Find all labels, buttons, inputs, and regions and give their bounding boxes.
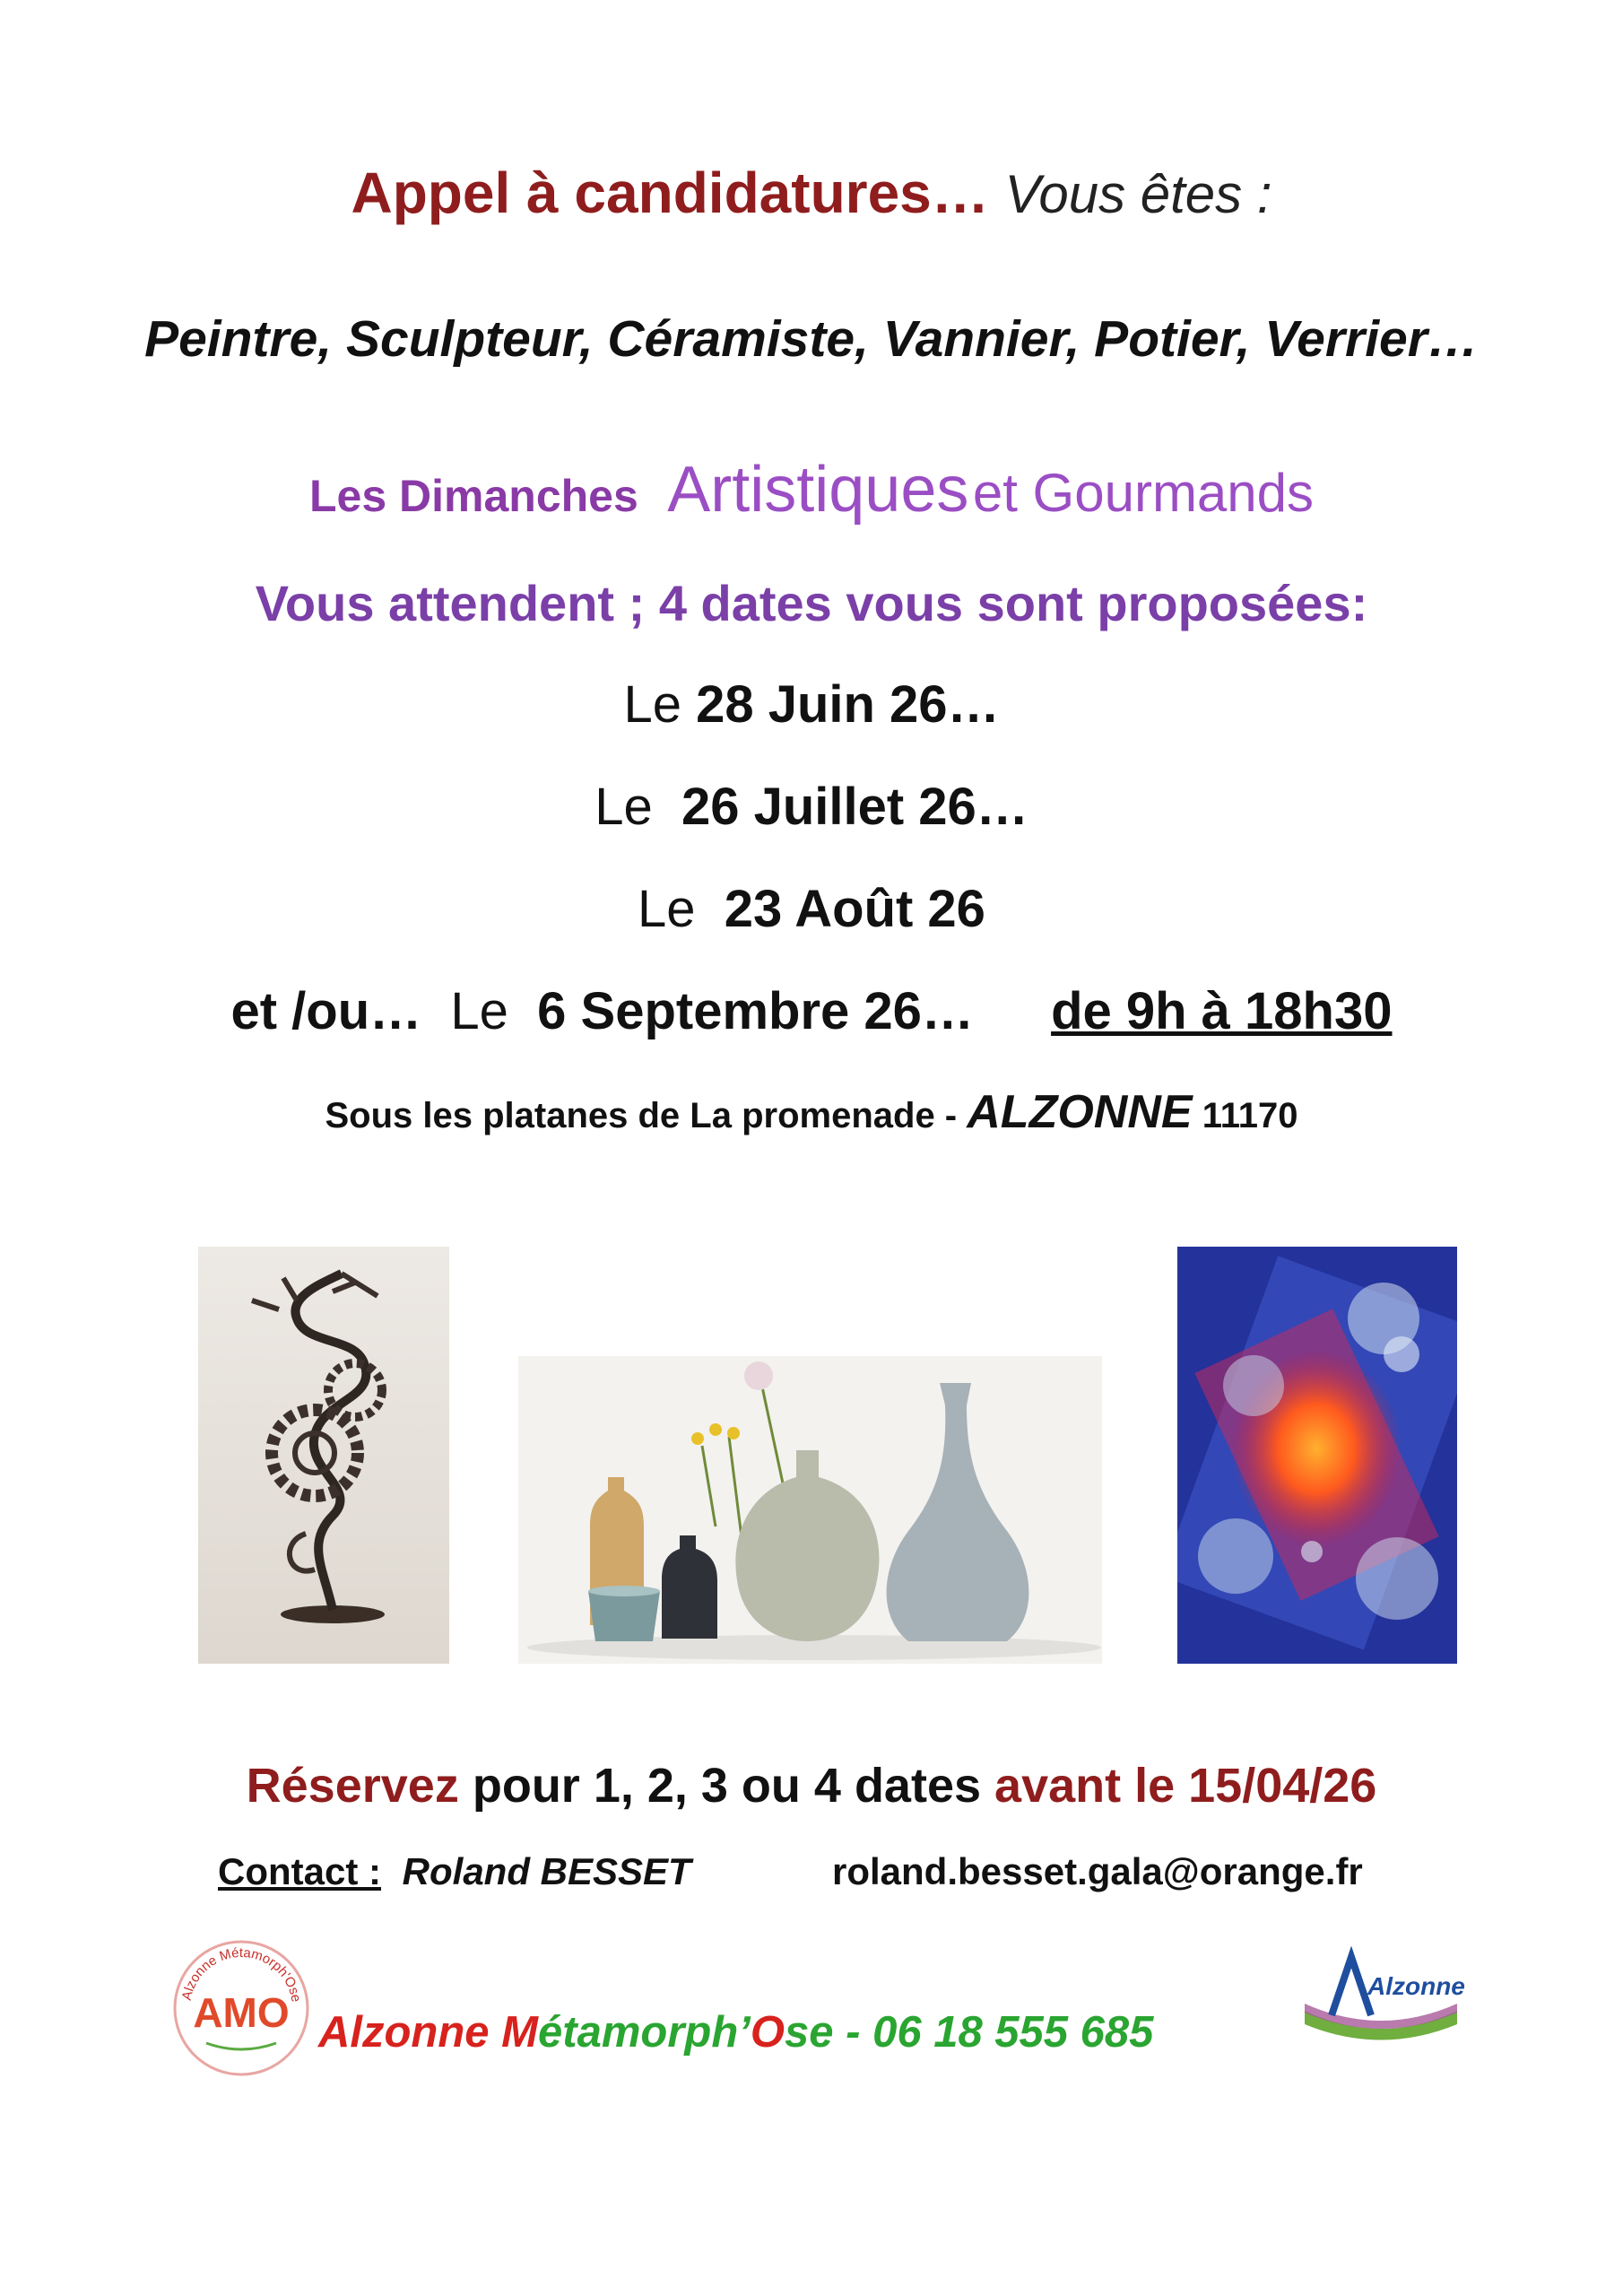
logo-left-text: AMO (193, 1989, 290, 2036)
date-line-1 (0, 674, 1623, 735)
date-line-4 (0, 981, 1623, 1041)
alzonne-town-logo (1296, 1939, 1466, 2047)
logo-ring-text: Alzonne Métamorph'Ose (178, 1944, 304, 2004)
date-prefix: Le (623, 675, 681, 734)
org-name-a5: se (785, 2008, 834, 2057)
title-main: Appel à candidatures… (351, 161, 989, 225)
org-name-a2: M (501, 2008, 538, 2057)
reservation-part3: avant le 15/04/26 (994, 1759, 1377, 1813)
org-phone: - 06 18 555 685 (846, 2008, 1154, 2057)
call-title (0, 160, 1623, 226)
event-subtitle: Vous attendent ; 4 dates vous sont proposées: (255, 575, 1368, 631)
professions-line: Peintre, Sculpteur, Céramiste, Vannier, Potier, Verrier… (144, 310, 1479, 368)
logo-right-text: Alzonne (1367, 1972, 1465, 2000)
date-prefix: Le (595, 778, 653, 836)
org-name-a3: étamorph’ (538, 2008, 751, 2057)
reservation-line (0, 1758, 1623, 1813)
date-value: 26 Juillet 26… (681, 778, 1028, 836)
location-line (0, 1085, 1623, 1139)
event-name-part3: et Gourmands (972, 463, 1315, 523)
date-value: 23 Août 26 (724, 880, 985, 938)
event-name (0, 453, 1623, 526)
reservation-part2: pour 1, 2, 3 ou 4 dates (472, 1759, 982, 1813)
date-line-3 (0, 879, 1623, 939)
event-name-part1: Les Dimanches (308, 471, 638, 521)
org-name-a1: Alzonne (318, 2008, 502, 2057)
date-lead: et /ou… (230, 982, 422, 1040)
metal-sculpture-image (198, 1247, 449, 1664)
reservation-part1: Réservez (246, 1759, 459, 1813)
location-text: Sous les platanes de La promenade - (325, 1096, 958, 1135)
contact-person (218, 1850, 691, 1893)
date-prefix: Le (638, 880, 696, 938)
date-value: 28 Juin 26… (696, 675, 1000, 734)
amo-logo (170, 1937, 312, 2079)
date-prefix: Le (450, 982, 508, 1040)
date-value: 6 Septembre 26… (537, 982, 974, 1040)
contact-name: Roland BESSET (402, 1850, 691, 1892)
event-name-part2: Artistiques (667, 454, 969, 526)
date-line-2 (0, 777, 1623, 837)
ceramic-vases-image (518, 1356, 1102, 1664)
location-postcode: 11170 (1202, 1096, 1298, 1135)
contact-email: roland.besset.gala@orange.fr (832, 1850, 1363, 1892)
abstract-painting-image (1177, 1247, 1457, 1664)
organization-footer (318, 2007, 1153, 2057)
title-sub: Vous êtes : (1004, 164, 1272, 224)
location-town: ALZONNE (967, 1086, 1193, 1138)
org-name-a4: O (750, 2008, 785, 2057)
opening-hours: de 9h à 18h30 (1051, 982, 1393, 1040)
contact-label: Contact : (218, 1850, 381, 1892)
